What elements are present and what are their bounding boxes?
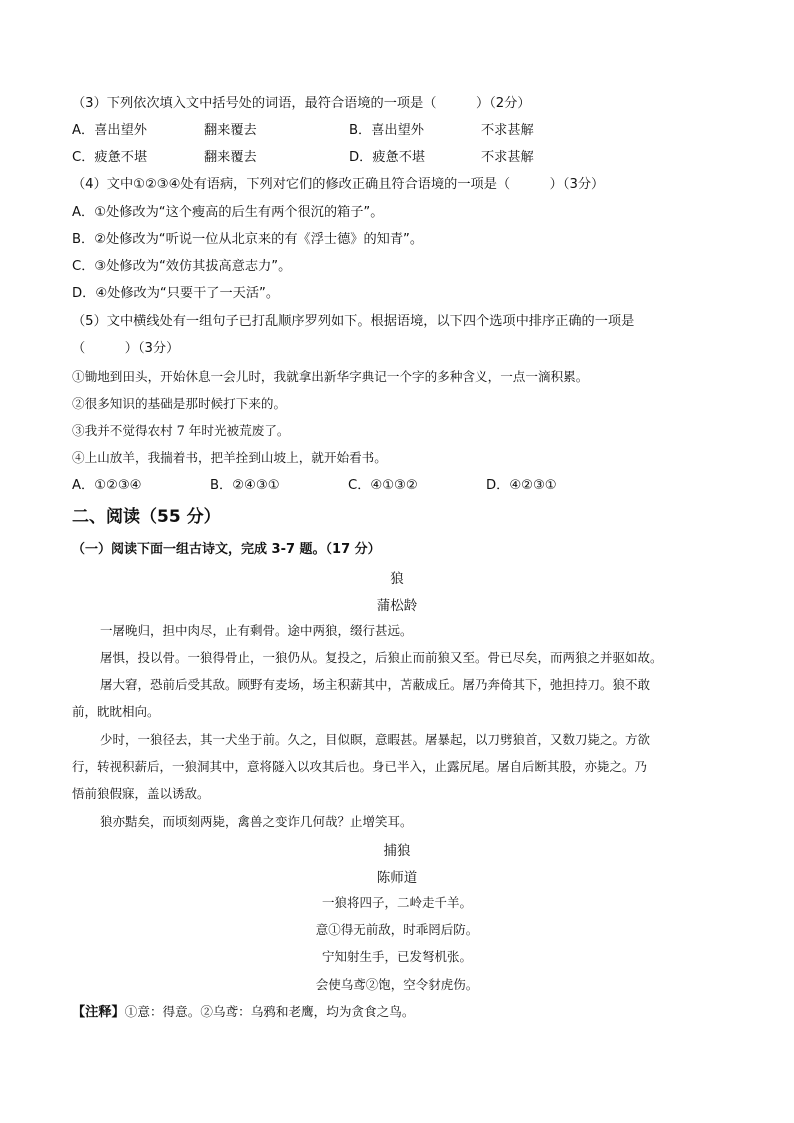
subsection-heading: （一）阅读下面一组古诗文，完成 3-7 题。（17 分） [72, 542, 381, 557]
wolf-para-4-line-3: 悟前狼假寐，盖以诱敌。 [72, 786, 210, 801]
wolf-para-2: 屠惧，投以骨。一狼得骨止，一狼仍从。复投之，后狼止而前狼又至。骨已尽矣，而两狼之并驱如故。 [100, 650, 663, 665]
q3-option-b-1: B．喜出望外 [349, 123, 424, 138]
q5-stem: （5）文中横线处有一组句子已打乱顺序罗列如下。根据语境，以下四个选项中排序正确的一项是 [72, 314, 635, 329]
q4-option-d: D．④处修改为“只要干了一天活”。 [72, 286, 280, 301]
poem-line-2: 意①得无前敌，时乖罔后防。 [315, 922, 479, 937]
q5-option-a: A．①②③④ [72, 478, 142, 493]
q3-option-c-2: 翻来覆去 [204, 150, 257, 165]
q5-stem-answer-slot: （ ）（3分） [72, 341, 180, 356]
q4-stem: （4）文中①②③④处有语病，下列对它们的修改正确且符合语境的一项是（ ）（3分） [72, 177, 605, 192]
q4-option-b: B．②处修改为“听说一位从北京来的有《浮士德》的知青”。 [72, 232, 424, 247]
q5-sentence-2: ②很多知识的基础是那时候打下来的。 [72, 396, 287, 411]
q5-sentence-1: ①锄地到田头，开始休息一会儿时，我就拿出新华字典记一个字的多种含义，一点一滴积累。 [72, 369, 589, 384]
wolf-title: 狼 [390, 571, 404, 587]
poem-line-4: 会使乌鸢②饱，空令豺虎伤。 [315, 977, 479, 992]
wolf-para-4-line-2: 行，转视积薪后，一狼洞其中，意将隧入以攻其后也。身已半入，止露尻尾。屠自后断其股，亦毙之。乃 [72, 759, 648, 774]
q5-option-c: C．④①③② [348, 478, 418, 493]
wolf-para-5: 狼亦黠矣，而顷刻两毙，禽兽之变诈几何哉？止增笑耳。 [100, 814, 413, 829]
poem-note [72, 1002, 414, 1023]
wolf-para-1: 一屠晚归，担中肉尽，止有剩骨。途中两狼，缀行甚远。 [100, 623, 413, 638]
q3-option-a-1: A．喜出望外 [72, 123, 147, 138]
note-text: ①意：得意。②乌鸢：乌鸦和老鹰，均为贪食之鸟。 [124, 1004, 415, 1019]
wolf-author: 蒲松龄 [376, 598, 418, 614]
q3-stem: （3）下列依次填入文中括号处的词语，最符合语境的一项是（ ）（2分） [72, 96, 531, 111]
poem-title: 捕狼 [383, 843, 411, 859]
q5-sentence-4: ④上山放羊，我揣着书，把羊拴到山坡上，就开始看书。 [72, 450, 387, 465]
q3-option-b-2: 不求甚解 [481, 123, 534, 138]
q4-option-a: A．①处修改为“这个瘦高的后生有两个很沉的箱子”。 [72, 205, 384, 220]
section-heading: 二、阅读（55 分） [72, 507, 221, 527]
q3-option-a-2: 翻来覆去 [204, 123, 257, 138]
q3-option-d-1: D．疲惫不堪 [349, 150, 426, 165]
wolf-para-3-line-1: 屠大窘，恐前后受其敌。顾野有麦场，场主积薪其中，苫蔽成丘。屠乃奔倚其下，弛担持刀。狼不敢 [100, 677, 651, 692]
poem-line-3: 宁知射生手，已发弩机张。 [321, 949, 472, 964]
q4-option-c: C．③处修改为“效仿其拔高意志力”。 [72, 259, 292, 274]
note-label: 【注释】 [72, 1005, 125, 1020]
wolf-para-4-line-1: 少时，一狼径去，其一犬坐于前。久之，目似瞑，意暇甚。屠暴起，以刀劈狼首，又数刀毙之。方欲 [100, 732, 651, 747]
q3-option-d-2: 不求甚解 [481, 150, 534, 165]
q3-option-c-1: C．疲惫不堪 [72, 150, 148, 165]
q5-sentence-3: ③我并不觉得农村 7 年时光被荒废了。 [72, 423, 290, 438]
poem-author: 陈师道 [376, 870, 418, 886]
wolf-para-3-line-2: 前，眈眈相向。 [72, 704, 160, 719]
q5-option-d: D．④②③① [486, 478, 557, 493]
poem-line-1: 一狼将四子，二岭走千羊。 [321, 895, 472, 910]
q5-option-b: B．②④③① [210, 478, 280, 493]
